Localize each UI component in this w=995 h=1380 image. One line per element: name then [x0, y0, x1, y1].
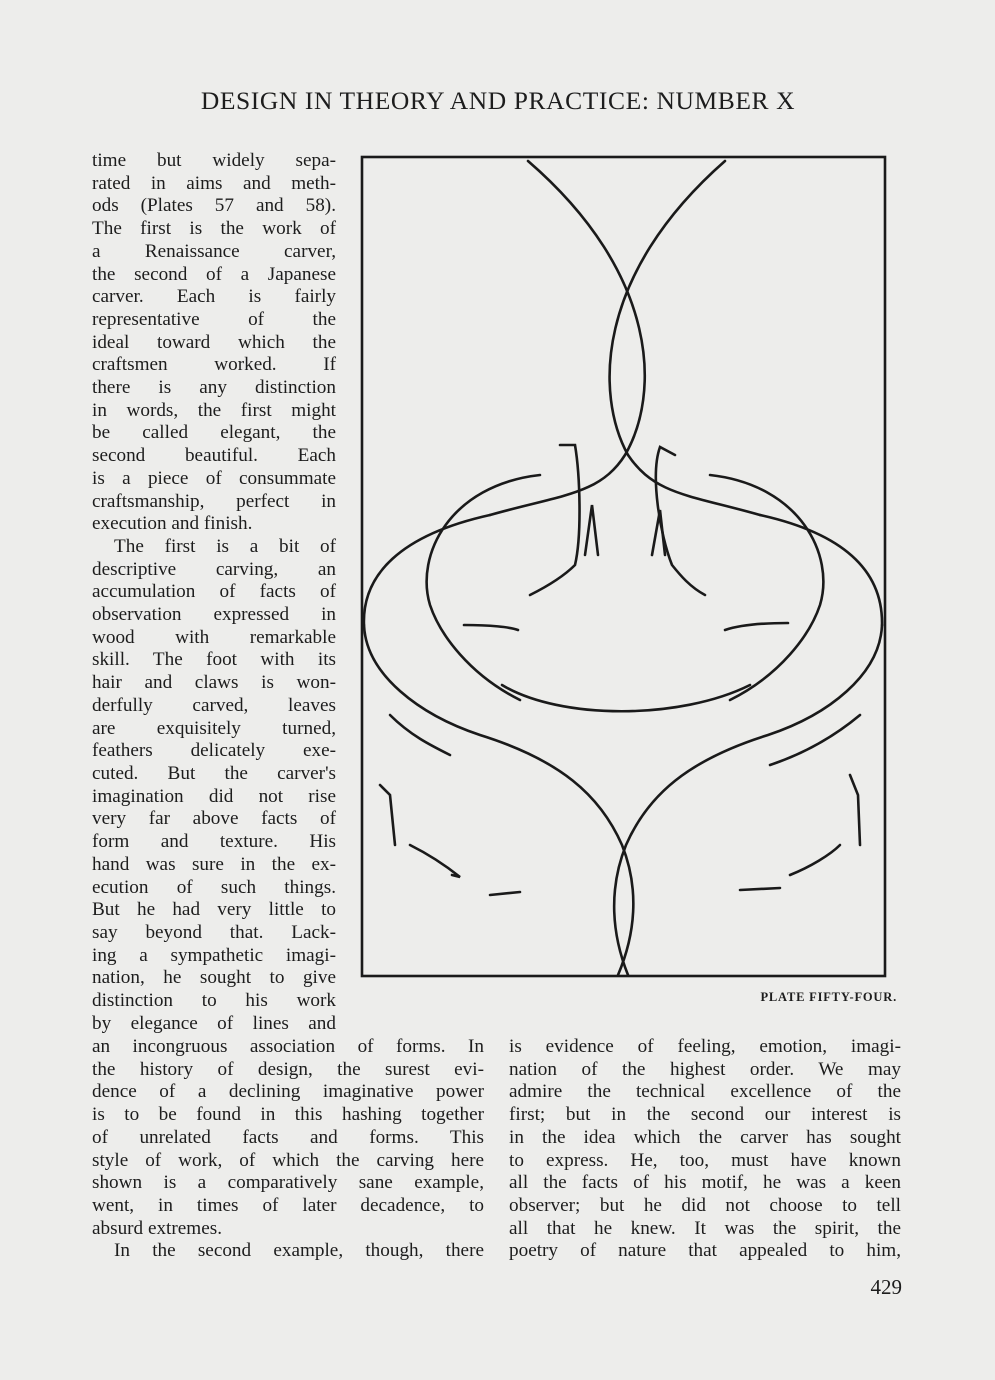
text-line: derfully carved, leaves [92, 694, 336, 716]
text-line: form and texture. His [92, 831, 336, 853]
text-line: all the facts of his motif, he was a keen [509, 1172, 901, 1194]
text-line: ideal toward which the [92, 331, 336, 353]
lower-left-sweep [364, 625, 633, 975]
text-line: very far above facts of [92, 808, 336, 830]
text-line: hand was sure in the ex- [92, 853, 336, 875]
lower-left-claw [410, 845, 460, 877]
lower-right-tuft [850, 775, 860, 845]
lower-right-stroke [770, 715, 860, 765]
smile-curve [502, 685, 750, 711]
inner-right-oval [710, 475, 823, 700]
lower-left-dash [490, 892, 520, 895]
left-ear [530, 445, 580, 595]
text-line: But he had very little to [92, 899, 336, 921]
left-ear-inner [585, 505, 598, 555]
left-brow [464, 625, 518, 630]
left-column-top [92, 150, 336, 1035]
text-line: ing a sympathetic imagi- [92, 944, 336, 966]
text-line: the second of a Japanese [92, 263, 336, 285]
text-line: is to be found in this hashing together [92, 1104, 484, 1126]
plate-illustration [360, 155, 887, 978]
text-line: dence of a declining imaginative power [92, 1081, 484, 1103]
lower-right-sweep [614, 625, 882, 975]
text-line: in the idea which the carver has sought [509, 1126, 901, 1148]
text-line: time but widely sepa- [92, 150, 336, 171]
text-line: absurd extremes. [92, 1217, 223, 1239]
paragraph [92, 536, 336, 1035]
text-line: hair and claws is won- [92, 672, 336, 694]
text-line: ods (Plates 57 and 58). [92, 195, 336, 217]
lower-left-tuft [380, 785, 395, 845]
text-line: In the second example, though, there [114, 1240, 484, 1262]
text-line: is evidence of feeling, emotion, imagi- [509, 1036, 901, 1057]
text-line: admire the technical excellence of the [509, 1081, 901, 1103]
lower-left-stroke [390, 715, 450, 755]
text-line: an incongruous association of forms. In [92, 1036, 484, 1057]
left-column-bottom [92, 1036, 484, 1263]
plate-caption: PLATE FIFTY-FOUR. [760, 990, 897, 1004]
paragraph [92, 150, 336, 536]
text-line: imagination did not rise [92, 785, 336, 807]
text-line: by elegance of lines and [92, 1012, 336, 1034]
text-line: observer; but he did not choose to tell [509, 1194, 901, 1216]
text-line: wood with remarkable [92, 626, 336, 648]
text-line: carver. Each is fairly [92, 286, 336, 308]
text-line: execution and finish. [92, 513, 253, 535]
inner-left-oval [427, 475, 540, 700]
text-line: first; but in the second our interest is [509, 1104, 901, 1126]
text-line: shown is a comparatively sane example, [92, 1172, 484, 1194]
text-line: The first is a bit of [114, 535, 336, 557]
text-line: observation expressed in [92, 604, 336, 626]
text-line: descriptive carving, an [92, 558, 336, 580]
text-line: ecution of such things. [92, 876, 336, 898]
text-line: all that he knew. It was the spirit, the [509, 1217, 901, 1239]
text-line: accumulation of facts of [92, 581, 336, 603]
lower-right-claw [790, 845, 840, 875]
text-line: poetry of nature that appealed to him, [509, 1240, 901, 1262]
right-ear [656, 447, 705, 595]
text-line: went, in times of later decadence, to [92, 1194, 484, 1216]
text-line: be called elegant, the [92, 422, 336, 444]
page-number: 429 [870, 1275, 902, 1299]
right-ear-inner [652, 510, 665, 555]
text-line: craftsmen worked. If [92, 354, 336, 376]
text-line: representative of the [92, 308, 336, 330]
text-line: skill. The foot with its [92, 649, 336, 671]
text-line: distinction to his work [92, 990, 336, 1012]
text-line: to express. He, too, must have known [509, 1149, 901, 1171]
text-line: The first is the work of [92, 218, 336, 240]
upper-left-curve [490, 161, 645, 515]
upper-right-curve [610, 161, 760, 515]
text-line: the history of design, the surest evi- [92, 1058, 484, 1080]
text-line: rated in aims and meth- [92, 172, 336, 194]
text-line: nation of the highest order. We may [509, 1058, 901, 1080]
running-head: DESIGN IN THEORY AND PRACTICE: NUMBER X [200, 86, 796, 115]
text-line: nation, he sought to give [92, 967, 336, 989]
text-line: cuted. But the carver's [92, 762, 336, 784]
text-line: second beautiful. Each [92, 445, 336, 467]
text-line: are exquisitely turned, [92, 717, 336, 739]
outer-right-bulb [760, 515, 882, 625]
text-line: craftsmanship, perfect in [92, 490, 336, 512]
right-column-bottom [509, 1036, 901, 1263]
text-line: style of work, of which the carving here [92, 1149, 484, 1171]
text-line: of unrelated facts and forms. This [92, 1126, 484, 1148]
text-line: in words, the first might [92, 399, 336, 421]
carving-line-drawing [360, 155, 887, 978]
text-line: feathers delicately exe- [92, 740, 336, 762]
text-line: there is any distinction [92, 377, 336, 399]
text-line: is a piece of consummate [92, 467, 336, 489]
right-brow [725, 623, 788, 630]
text-line: say beyond that. Lack- [92, 921, 336, 943]
text-line: a Renaissance carver, [92, 240, 336, 262]
lower-right-dash [740, 888, 780, 890]
